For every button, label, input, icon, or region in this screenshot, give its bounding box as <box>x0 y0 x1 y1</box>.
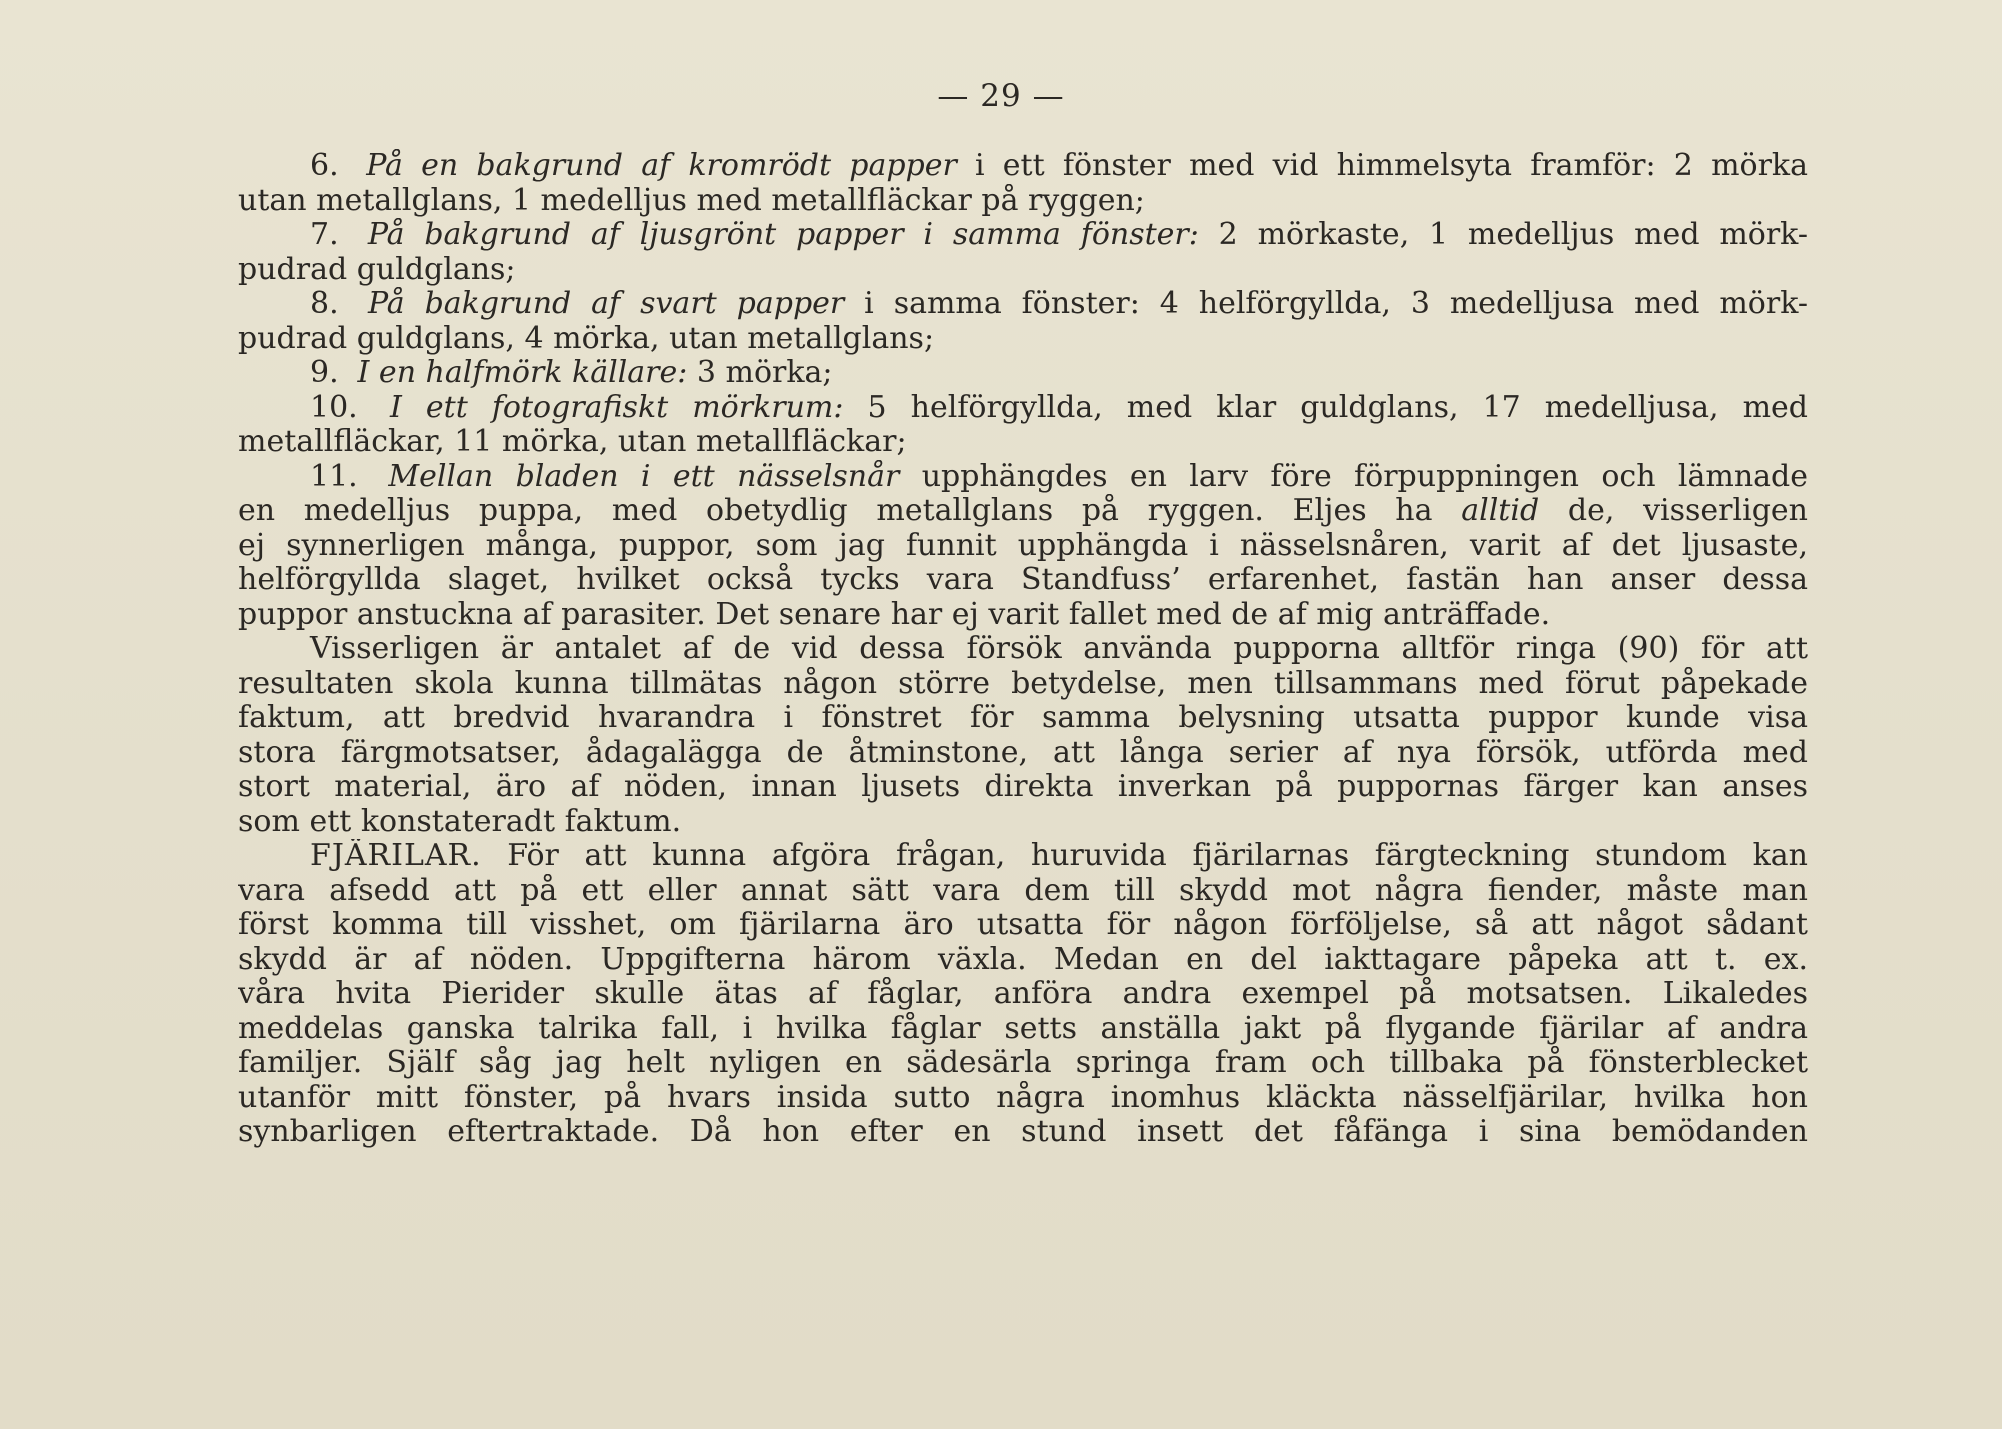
paragraph-2-line-8: utanför mitt fönster, på hvars insida sutto några inomhus kläckta nässelfjärilar, hvilka hon <box>238 1080 1808 1115</box>
item-7-line-2: pudrad guldglans; <box>238 252 516 287</box>
section-heading: FJÄRILAR. <box>310 839 482 873</box>
item-text: 5 helförgyllda, med klar guldglans, 17 medelljusa, med <box>843 390 1808 425</box>
item-text: upphängdes en larv före förpuppningen och lämnade <box>899 459 1808 494</box>
paragraph-1-line-2: resultaten skola kunna tillmätas någon större betydelse, men tillsammans med förut påpekade <box>238 666 1808 701</box>
item-text: i samma fönster: 4 helförgyllda, 3 medelljusa med mörk- <box>844 287 1808 321</box>
item-10-line-1 <box>238 391 1808 426</box>
paragraph-1-line-6: som ett konstateradt faktum. <box>238 804 682 839</box>
item-11-line-1 <box>238 460 1808 495</box>
page-number: — 29 — <box>937 78 1065 114</box>
item-condition: I en halfmörk källare: <box>357 356 688 390</box>
item-10-line-2: metallfläckar, 11 mörka, utan metallfläckar; <box>238 425 907 459</box>
paragraph-1-line-3: faktum, att bredvid hvarandra i fönstret för samma belysning utsatta puppor kunde visa <box>238 701 1808 735</box>
item-11-line-2: en medelljus puppa, med obetydlig metallglans på ryggen. Eljes ha alltid de, visserligen <box>238 494 1808 528</box>
paragraph-1-line-4: stora färgmotsatser, ådagalägga de åtminstone, att långa serier af nya försök, utförda med <box>238 735 1808 770</box>
item-6-line-2: utan metallglans, 1 medelljus med metallfläckar på ryggen; <box>238 183 1145 218</box>
item-text: 2 mörkaste, 1 medelljus med mörk- <box>1198 218 1808 252</box>
item-9-line-1 <box>238 356 1808 391</box>
paragraph-2-line-1: FJÄRILAR. För att kunna afgöra frågan, huruvida fjärilarnas färgteckning stundom kan <box>310 839 1808 873</box>
paragraph-2-line-3: först komma till visshet, om fjärilarna äro utsatta för någon förföljelse, så att något sådant <box>238 908 1808 942</box>
item-condition: På en bakgrund af kromrödt papper <box>366 149 957 183</box>
item-7-line-1 <box>238 218 1808 253</box>
item-condition: På bakgrund af ljusgrönt papper i samma fönster: <box>367 218 1199 252</box>
item-11-line-5: puppor anstuckna af parasiter. Det senare har ej varit fallet med de af mig anträffade. <box>238 597 1551 632</box>
paragraph-2-line-6: meddelas ganska talrika fall, i hvilka fåglar setts anställa jakt på flygande fjärilar af andra <box>238 1011 1808 1046</box>
item-number: 8. <box>310 287 339 321</box>
emphasis: alltid <box>1461 494 1540 528</box>
paragraph-2-line-2: vara afsedd att på ett eller annat sätt vara dem till skydd mot några fiender, måste man <box>238 873 1808 908</box>
item-8-line-1 <box>238 287 1808 322</box>
item-6-line-1 <box>238 149 1808 184</box>
item-condition: På bakgrund af svart papper <box>367 287 845 321</box>
item-text: 3 mörka; <box>687 356 833 390</box>
paragraph-2-line-4: skydd är af nöden. Uppgifterna härom växla. Medan en del iakttagare påpeka att t. ex. <box>238 942 1808 977</box>
page-body <box>238 149 1808 1150</box>
item-11-line-4: helförgyllda slaget, hvilket också tycks vara Standfuss’ erfarenhet, fastän han anser dessa <box>238 563 1808 597</box>
item-number: 7. <box>310 218 339 252</box>
item-number: 11. <box>310 459 358 494</box>
paragraph-2-line-7: familjer. Själf såg jag helt nyligen en sädesärla springa fram och tillbaka på fönsterblecket <box>238 1046 1808 1080</box>
paragraph-1-line-5: stort material, äro af nöden, innan ljusets direkta inverkan på puppornas färger kan anses <box>238 770 1808 804</box>
paragraph-1-line-1: Visserligen är antalet af de vid dessa försök använda pupporna alltför ringa (90) för att <box>310 632 1808 666</box>
item-number: 6. <box>310 149 339 183</box>
item-8-line-2: pudrad guldglans, 4 mörka, utan metallglans; <box>238 321 935 356</box>
paragraph-2-line-5: våra hvita Pierider skulle ätas af fåglar, anföra andra exempel på motsatsen. Likaledes <box>238 977 1808 1011</box>
item-number: 9. <box>310 356 339 390</box>
item-condition: Mellan bladen i ett nässelsnår <box>388 459 900 494</box>
paragraph-2-line-9: synbarligen eftertraktade. Då hon efter en stund insett det fåfänga i sina bemödanden <box>238 1115 1808 1149</box>
item-11-line-3: ej synnerligen många, puppor, som jag funnit upphängda i nässelsnåren, varit af det ljusaste, <box>238 528 1808 563</box>
item-number: 10. <box>310 390 358 425</box>
item-condition: I ett fotografiskt mörkrum: <box>390 390 844 425</box>
item-text: i ett fönster med vid himmelsyta framför: 2 mörka <box>956 149 1808 183</box>
